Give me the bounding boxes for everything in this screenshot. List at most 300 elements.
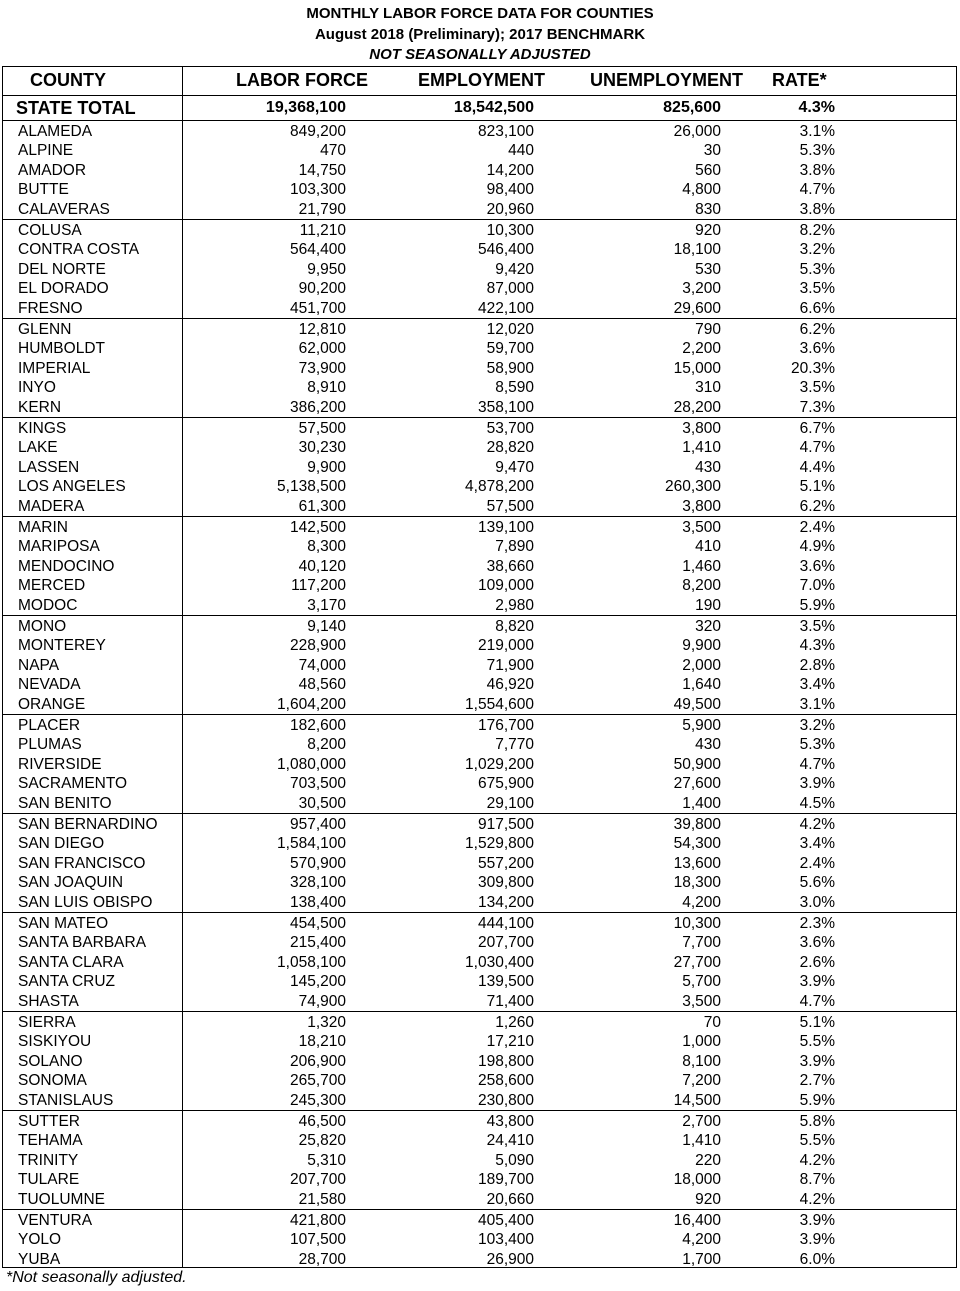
table-row [0, 1091, 960, 1111]
employment-cell: 17,210 [486, 1033, 534, 1050]
rate-cell: 5.5% [799, 1132, 835, 1149]
table-row [0, 953, 960, 973]
rate-cell: 4.9% [799, 538, 835, 555]
rate-cell: 3.9% [799, 775, 835, 792]
table-row [0, 260, 960, 280]
labor-force-cell: 1,320 [307, 1013, 346, 1031]
table-row [0, 398, 960, 418]
employment-cell: 38,660 [486, 557, 534, 575]
employment-cell: 10,300 [486, 221, 534, 239]
labor-force-cell: 138,400 [289, 893, 346, 911]
labor-force-cell: 30,500 [298, 794, 346, 812]
table-row [0, 1151, 960, 1171]
rate-cell: 3.0% [799, 893, 835, 911]
labor-force-cell: 1,584,100 [277, 835, 346, 852]
labor-force-cell: 328,100 [289, 874, 346, 891]
labor-force-cell: 207,700 [289, 1171, 346, 1188]
labor-force-cell: 57,500 [298, 419, 346, 437]
county-name: IMPERIAL [18, 359, 91, 377]
rate-cell: 5.3% [799, 736, 835, 753]
table-row [0, 1013, 960, 1033]
employment-cell: 675,900 [477, 775, 534, 792]
column-header-unemployment: UNEMPLOYMENT [590, 70, 743, 90]
labor-force-cell: 74,900 [298, 992, 346, 1010]
employment-cell: 8,590 [495, 379, 534, 396]
column-header-employment: EMPLOYMENT [418, 70, 546, 90]
state-total-labor-force: 19,368,100 [265, 99, 346, 116]
labor-force-cell: 62,000 [298, 340, 346, 357]
labor-force-cell: 8,910 [307, 379, 346, 396]
unemployment-cell: 2,200 [682, 340, 721, 357]
employment-cell: 4,878,200 [465, 478, 534, 495]
unemployment-cell: 4,200 [682, 893, 721, 911]
labor-force-cell: 30,230 [298, 439, 346, 456]
table-row [0, 438, 960, 458]
county-name: MONO [18, 617, 67, 635]
county-name: YUBA [18, 1250, 61, 1268]
labor-force-cell: 18,210 [298, 1033, 346, 1050]
labor-force-cell: 21,790 [298, 200, 346, 218]
unemployment-cell: 1,400 [682, 794, 721, 812]
county-name: TRINITY [18, 1151, 79, 1169]
county-name: NAPA [18, 656, 60, 674]
unemployment-cell: 14,500 [673, 1091, 721, 1109]
county-name: MERCED [18, 577, 86, 594]
rate-cell: 2.6% [799, 953, 835, 971]
county-name: ALPINE [18, 142, 74, 159]
unemployment-cell: 29,600 [673, 299, 721, 317]
unemployment-cell: 26,000 [673, 122, 721, 140]
table-row [0, 1032, 960, 1052]
labor-force-cell: 74,000 [298, 656, 346, 674]
employment-cell: 9,420 [495, 260, 534, 278]
unemployment-cell: 15,000 [673, 359, 721, 377]
labor-force-cell: 849,200 [289, 122, 346, 140]
labor-force-cell: 90,200 [298, 280, 346, 297]
county-name: TUOLUMNE [18, 1190, 105, 1208]
employment-cell: 46,920 [486, 676, 534, 693]
rate-cell: 6.6% [799, 299, 835, 317]
county-name: MARIN [18, 518, 68, 536]
rate-cell: 4.3% [799, 637, 835, 654]
table-row [0, 497, 960, 517]
table-row [0, 279, 960, 299]
county-name: STANISLAUS [18, 1091, 114, 1109]
table-row [0, 617, 960, 637]
rate-cell: 5.6% [799, 874, 835, 891]
table-row [0, 675, 960, 695]
unemployment-cell: 3,500 [682, 518, 721, 536]
labor-force-cell: 245,300 [289, 1091, 346, 1109]
unemployment-cell: 27,600 [673, 775, 721, 792]
county-name: EL DORADO [18, 280, 109, 297]
table-row [0, 339, 960, 359]
labor-force-cell: 182,600 [289, 716, 346, 734]
table-row [0, 834, 960, 854]
rate-cell: 5.3% [799, 142, 835, 159]
county-name: SISKIYOU [18, 1033, 92, 1050]
county-name: SIERRA [18, 1013, 76, 1031]
unemployment-cell: 830 [695, 200, 721, 218]
unemployment-cell: 2,000 [682, 656, 721, 674]
county-name: SAN DIEGO [18, 835, 105, 852]
employment-cell: 59,700 [486, 340, 534, 357]
labor-force-cell: 117,200 [291, 577, 346, 594]
rate-cell: 3.9% [799, 1211, 835, 1229]
unemployment-cell: 920 [695, 221, 721, 239]
table-row [0, 755, 960, 775]
county-name: SHASTA [18, 992, 79, 1010]
unemployment-cell: 530 [695, 260, 721, 278]
unemployment-cell: 260,300 [664, 478, 721, 495]
employment-cell: 109,000 [477, 577, 534, 594]
unemployment-cell: 70 [703, 1013, 721, 1031]
table-row [0, 200, 960, 220]
county-name: HUMBOLDT [18, 340, 105, 357]
labor-force-cell: 142,500 [289, 518, 346, 536]
rate-cell: 6.2% [799, 497, 835, 515]
table-row [0, 1211, 960, 1231]
employment-cell: 440 [508, 142, 534, 159]
rate-cell: 8.2% [799, 221, 835, 239]
table-row [0, 1170, 960, 1190]
employment-cell: 557,200 [477, 854, 534, 872]
rate-cell: 4.4% [799, 458, 835, 476]
county-name: SOLANO [18, 1052, 83, 1070]
rate-cell: 5.9% [799, 596, 835, 614]
table-row [0, 774, 960, 794]
state-total-employment: 18,542,500 [453, 99, 534, 116]
table-row [0, 576, 960, 596]
rate-cell: 3.2% [799, 241, 835, 258]
column-header-rate: RATE* [772, 70, 827, 90]
county-name: FRESNO [18, 299, 83, 317]
unemployment-cell: 8,200 [682, 577, 721, 594]
labor-force-cell: 564,400 [289, 241, 346, 258]
county-name: INYO [18, 379, 56, 396]
table-row [0, 477, 960, 497]
employment-cell: 823,100 [477, 122, 534, 140]
table-row [0, 161, 960, 181]
table-row [0, 1052, 960, 1072]
labor-force-cell: 145,200 [289, 973, 346, 990]
rate-cell: 2.7% [799, 1072, 835, 1089]
county-name: TEHAMA [18, 1132, 83, 1149]
table-row [0, 537, 960, 557]
labor-force-cell: 206,900 [289, 1052, 346, 1070]
county-name: SONOMA [18, 1072, 87, 1089]
employment-cell: 134,200 [477, 893, 534, 911]
table-row [0, 794, 960, 814]
labor-force-cell: 61,300 [298, 497, 346, 515]
table-row [0, 1190, 960, 1210]
labor-force-cell: 421,800 [289, 1211, 346, 1229]
county-name: SANTA BARBARA [18, 934, 147, 951]
footnote: *Not seasonally adjusted. [6, 1269, 187, 1286]
table-row [0, 636, 960, 656]
county-name: DEL NORTE [18, 260, 106, 278]
table-row [0, 518, 960, 538]
rate-cell: 3.2% [799, 716, 835, 734]
county-name: CALAVERAS [18, 200, 110, 218]
unemployment-cell: 1,410 [682, 1132, 721, 1149]
employment-cell: 546,400 [477, 241, 534, 258]
county-name: SAN BENITO [18, 794, 112, 812]
unemployment-cell: 18,100 [673, 241, 721, 258]
employment-cell: 28,820 [486, 439, 534, 456]
table-row [0, 122, 960, 142]
table-row [0, 419, 960, 439]
unemployment-cell: 1,640 [682, 676, 721, 693]
labor-force-cell: 40,120 [298, 557, 346, 575]
unemployment-cell: 220 [695, 1151, 721, 1169]
page-title: MONTHLY LABOR FORCE DATA FOR COUNTIES [306, 5, 654, 22]
table-row [0, 378, 960, 398]
county-name: MODOC [18, 596, 78, 614]
table-row [0, 716, 960, 736]
county-name: MARIPOSA [18, 538, 100, 555]
rate-cell: 3.5% [799, 617, 835, 635]
employment-cell: 12,020 [486, 320, 534, 338]
county-name: TULARE [18, 1171, 80, 1188]
labor-force-cell: 1,604,200 [277, 695, 346, 713]
employment-cell: 87,000 [486, 280, 534, 297]
table-row [0, 1112, 960, 1132]
unemployment-cell: 3,800 [682, 497, 721, 515]
table-row [0, 221, 960, 241]
employment-cell: 405,400 [477, 1211, 534, 1229]
rate-cell: 2.8% [799, 656, 835, 674]
rate-cell: 2.4% [799, 518, 835, 536]
unemployment-cell: 190 [695, 596, 721, 614]
employment-cell: 14,200 [486, 161, 534, 179]
employment-cell: 219,000 [477, 637, 534, 654]
employment-cell: 258,600 [477, 1072, 534, 1089]
unemployment-cell: 1,460 [682, 557, 721, 575]
labor-force-cell: 9,140 [307, 617, 346, 635]
county-name: PLUMAS [18, 736, 82, 753]
unemployment-cell: 430 [695, 458, 721, 476]
state-total-label: STATE TOTAL [16, 98, 136, 118]
unemployment-cell: 1,700 [682, 1250, 721, 1268]
county-name: SACRAMENTO [18, 775, 128, 792]
employment-cell: 309,800 [477, 874, 534, 891]
rate-cell: 4.2% [799, 1151, 835, 1169]
unemployment-cell: 16,400 [673, 1211, 721, 1229]
rate-cell: 5.8% [799, 1112, 835, 1130]
employment-cell: 26,900 [486, 1250, 534, 1268]
rate-cell: 3.4% [799, 676, 835, 693]
rate-cell: 2.3% [799, 914, 835, 932]
employment-cell: 422,100 [477, 299, 534, 317]
page-subtitle: August 2018 (Preliminary); 2017 BENCHMARK [314, 26, 646, 43]
labor-force-cell: 25,820 [298, 1132, 346, 1149]
employment-cell: 24,410 [486, 1132, 534, 1149]
unemployment-cell: 30 [703, 142, 721, 159]
employment-cell: 230,800 [477, 1091, 534, 1109]
labor-force-cell: 8,300 [307, 538, 346, 555]
county-name: PLACER [18, 716, 81, 734]
rate-cell: 6.0% [799, 1250, 835, 1268]
employment-cell: 139,100 [477, 518, 534, 536]
labor-force-cell: 265,700 [289, 1072, 346, 1089]
employment-cell: 71,400 [486, 992, 534, 1010]
rate-cell: 3.6% [799, 557, 835, 575]
table-row [0, 873, 960, 893]
rate-cell: 5.9% [799, 1091, 835, 1109]
rate-cell: 4.7% [799, 181, 835, 198]
employment-cell: 917,500 [477, 815, 534, 833]
county-name: LASSEN [18, 458, 80, 476]
unemployment-cell: 1,000 [682, 1033, 721, 1050]
unemployment-cell: 1,410 [682, 439, 721, 456]
labor-force-cell: 3,170 [307, 596, 346, 614]
county-name: COLUSA [18, 221, 82, 239]
labor-force-cell: 73,900 [298, 359, 346, 377]
unemployment-cell: 7,700 [682, 934, 721, 951]
table-row [0, 557, 960, 577]
rate-cell: 3.1% [799, 122, 835, 140]
unemployment-cell: 5,900 [682, 716, 721, 734]
employment-cell: 1,260 [495, 1013, 534, 1031]
table-row [0, 854, 960, 874]
employment-cell: 20,660 [486, 1190, 534, 1208]
unemployment-cell: 10,300 [673, 914, 721, 932]
rate-cell: 3.1% [799, 695, 835, 713]
labor-force-cell: 48,560 [298, 676, 346, 693]
table-row [0, 992, 960, 1012]
county-name: LAKE [18, 439, 58, 456]
county-name: MADERA [18, 497, 85, 515]
employment-cell: 53,700 [486, 419, 534, 437]
county-name: VENTURA [18, 1211, 93, 1229]
rate-cell: 7.0% [799, 577, 835, 594]
county-name: SANTA CRUZ [18, 973, 116, 990]
table-row [0, 914, 960, 934]
labor-force-cell: 8,200 [307, 736, 346, 753]
rate-cell: 5.5% [799, 1033, 835, 1050]
labor-force-cell: 46,500 [298, 1112, 346, 1130]
employment-cell: 20,960 [486, 200, 534, 218]
labor-force-cell: 14,750 [298, 161, 346, 179]
rate-cell: 5.1% [799, 1013, 835, 1031]
county-name: SUTTER [18, 1112, 80, 1130]
employment-cell: 1,030,400 [465, 953, 534, 971]
county-name: MONTEREY [18, 637, 106, 654]
rate-cell: 6.7% [799, 419, 835, 437]
labor-force-cell: 228,900 [289, 637, 346, 654]
labor-force-cell: 12,810 [298, 320, 346, 338]
employment-cell: 58,900 [486, 359, 534, 377]
rate-cell: 4.5% [799, 794, 835, 812]
county-name: MENDOCINO [18, 557, 115, 575]
labor-force-cell: 1,080,000 [277, 755, 346, 773]
county-name: AMADOR [18, 161, 87, 179]
employment-cell: 29,100 [486, 794, 534, 812]
table-row [0, 656, 960, 676]
rate-cell: 3.9% [799, 1052, 835, 1070]
table-row [0, 972, 960, 992]
employment-cell: 103,400 [477, 1231, 534, 1248]
table-row [0, 320, 960, 340]
labor-force-cell: 703,500 [289, 775, 346, 792]
rate-cell: 6.2% [799, 320, 835, 338]
rate-cell: 4.7% [799, 755, 835, 773]
table-row [0, 815, 960, 835]
rate-cell: 2.4% [799, 854, 835, 872]
county-name: SAN JOAQUIN [18, 874, 124, 891]
table-row [0, 1131, 960, 1151]
unemployment-cell: 49,500 [673, 695, 721, 713]
unemployment-cell: 320 [695, 617, 721, 635]
labor-force-cell: 470 [320, 142, 346, 159]
rate-cell: 5.1% [799, 478, 835, 495]
state-total-row [0, 96, 960, 120]
employment-cell: 9,470 [495, 458, 534, 476]
rate-cell: 3.5% [799, 379, 835, 396]
table-row [0, 596, 960, 616]
labor-force-cell: 386,200 [289, 398, 346, 416]
unemployment-cell: 8,100 [682, 1052, 721, 1070]
county-name: SAN BERNARDINO [18, 815, 158, 833]
table-row [0, 359, 960, 379]
county-name: KINGS [18, 419, 67, 437]
county-name: SAN LUIS OBISPO [18, 893, 153, 911]
adjustment-note: NOT SEASONALLY ADJUSTED [369, 46, 591, 63]
labor-force-cell: 215,400 [289, 934, 346, 951]
unemployment-cell: 920 [695, 1190, 721, 1208]
unemployment-cell: 2,700 [682, 1112, 721, 1130]
table-row [0, 1071, 960, 1091]
rate-cell: 3.8% [799, 161, 835, 179]
employment-cell: 7,890 [495, 538, 534, 555]
unemployment-cell: 18,300 [673, 874, 721, 891]
employment-cell: 176,700 [477, 716, 534, 734]
employment-cell: 139,500 [477, 973, 534, 990]
rate-cell: 20.3% [791, 359, 835, 377]
rate-cell: 3.4% [799, 835, 835, 852]
employment-cell: 2,980 [495, 596, 534, 614]
column-header-county: COUNTY [30, 70, 106, 90]
employment-cell: 189,700 [477, 1171, 534, 1188]
table-row [0, 240, 960, 260]
labor-force-cell: 28,700 [298, 1250, 346, 1268]
unemployment-cell: 560 [695, 161, 721, 179]
unemployment-cell: 5,700 [682, 973, 721, 990]
rate-cell: 3.5% [799, 280, 835, 297]
unemployment-cell: 3,500 [682, 992, 721, 1010]
employment-cell: 57,500 [486, 497, 534, 515]
table-row [0, 893, 960, 913]
state-total-rate: 4.3% [798, 99, 835, 116]
employment-cell: 444,100 [477, 914, 534, 932]
rate-cell: 8.7% [799, 1171, 835, 1188]
employment-cell: 5,090 [495, 1151, 534, 1169]
employment-cell: 358,100 [477, 398, 534, 416]
unemployment-cell: 3,800 [682, 419, 721, 437]
rate-cell: 3.9% [799, 1231, 835, 1248]
county-name: ALAMEDA [18, 122, 93, 140]
rate-cell: 4.7% [799, 439, 835, 456]
county-name: GLENN [18, 320, 72, 338]
rate-cell: 5.3% [799, 260, 835, 278]
county-name: SAN MATEO [18, 914, 109, 932]
rate-cell: 3.8% [799, 200, 835, 218]
unemployment-cell: 7,200 [682, 1072, 721, 1089]
rate-cell: 7.3% [799, 398, 835, 416]
rate-cell: 4.2% [799, 815, 835, 833]
unemployment-cell: 4,200 [682, 1231, 721, 1248]
